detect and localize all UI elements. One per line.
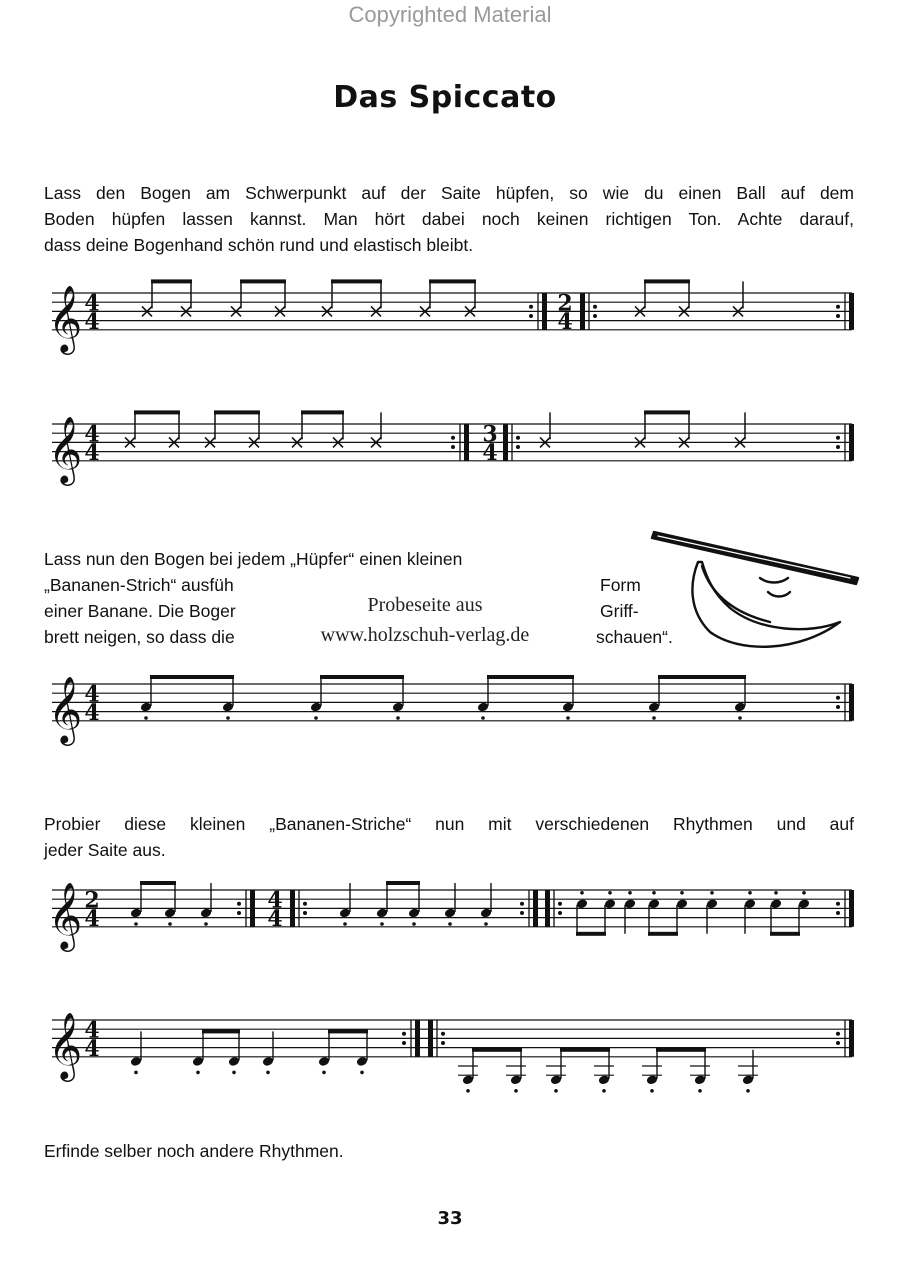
staccato-dot bbox=[580, 891, 584, 895]
thick-bar-line bbox=[849, 1020, 854, 1057]
thick-bar-line bbox=[428, 1020, 433, 1057]
time-signature-denominator: 4 bbox=[267, 905, 283, 932]
beam bbox=[472, 1048, 522, 1052]
beam bbox=[429, 279, 476, 283]
beam bbox=[150, 675, 234, 679]
thick-bar-line bbox=[580, 293, 585, 330]
thick-bar-line bbox=[542, 293, 547, 330]
banana-bow-illustration bbox=[650, 522, 865, 662]
time-signature-numerator: 2 bbox=[84, 887, 100, 914]
repeat-dot bbox=[451, 436, 455, 440]
banana-line: einer Banane. Die Boger bbox=[44, 601, 236, 621]
banana-line: brett neigen, so dass die bbox=[44, 627, 235, 647]
beam bbox=[202, 1029, 240, 1033]
page-number: 33 bbox=[437, 1208, 463, 1229]
beam bbox=[301, 410, 344, 414]
repeat-dot bbox=[237, 911, 241, 915]
staccato-dot bbox=[746, 1089, 750, 1093]
staccato-dot bbox=[266, 1071, 270, 1075]
thick-bar-line bbox=[849, 890, 854, 927]
repeat-dot bbox=[451, 445, 455, 449]
time-signature-denominator: 4 bbox=[84, 699, 100, 726]
repeat-dot bbox=[558, 902, 562, 906]
thick-bar-line bbox=[849, 293, 854, 330]
intro-paragraph bbox=[44, 180, 854, 258]
beam bbox=[658, 675, 746, 679]
staccato-dot bbox=[774, 891, 778, 895]
repeat-dot bbox=[520, 911, 524, 915]
repeat-dot bbox=[836, 705, 840, 709]
staccato-dot bbox=[650, 1089, 654, 1093]
outro-text: Erfinde selber noch andere Rhythmen. bbox=[44, 1141, 344, 1161]
repeat-dot bbox=[836, 902, 840, 906]
staccato-dot bbox=[710, 891, 714, 895]
repeat-dot bbox=[836, 1041, 840, 1045]
repeat-dot bbox=[836, 314, 840, 318]
time-signature-denominator: 4 bbox=[84, 439, 100, 466]
beam bbox=[320, 675, 404, 679]
rhythm-line: jeder Saite aus. bbox=[44, 840, 166, 860]
repeat-dot bbox=[593, 314, 597, 318]
copyright-watermark: Copyrighted Material bbox=[348, 2, 552, 27]
staccato-dot bbox=[204, 922, 208, 926]
repeat-dot bbox=[402, 1041, 406, 1045]
banana-line: „Bananen-Strich“ ausfüh bbox=[44, 575, 234, 595]
time-signature-numerator: 4 bbox=[84, 681, 100, 708]
treble-clef: 𝄞 bbox=[48, 283, 83, 352]
repeat-dot bbox=[836, 445, 840, 449]
beam bbox=[328, 1029, 368, 1033]
music-staff bbox=[0, 253, 900, 383]
repeat-dot bbox=[558, 911, 562, 915]
staccato-dot bbox=[748, 891, 752, 895]
banana-right-line: Form bbox=[600, 575, 641, 595]
staccato-dot bbox=[738, 716, 742, 720]
beam bbox=[770, 932, 800, 936]
staccato-dot bbox=[652, 891, 656, 895]
treble-clef: 𝄞 bbox=[48, 414, 83, 483]
staccato-dot bbox=[168, 922, 172, 926]
time-signature-numerator: 4 bbox=[84, 290, 100, 317]
thick-bar-line bbox=[849, 684, 854, 721]
staccato-dot bbox=[134, 922, 138, 926]
time-signature-numerator: 2 bbox=[557, 290, 573, 317]
repeat-dot bbox=[441, 1041, 445, 1045]
staccato-dot bbox=[680, 891, 684, 895]
staccato-dot bbox=[322, 1071, 326, 1075]
time-signature-numerator: 4 bbox=[267, 887, 283, 914]
intro-line: dass deine Bogenhand schön rund und elastisch bleibt. bbox=[44, 235, 474, 255]
thick-bar-line bbox=[415, 1020, 420, 1057]
staccato-dot bbox=[226, 716, 230, 720]
time-signature-denominator: 4 bbox=[482, 439, 498, 466]
staccato-dot bbox=[481, 716, 485, 720]
repeat-dot bbox=[520, 902, 524, 906]
time-signature-numerator: 4 bbox=[84, 1017, 100, 1044]
staccato-dot bbox=[466, 1089, 470, 1093]
music-staff bbox=[0, 644, 900, 774]
repeat-dot bbox=[303, 911, 307, 915]
beam bbox=[656, 1048, 706, 1052]
staccato-dot bbox=[652, 716, 656, 720]
beam bbox=[214, 410, 260, 414]
staccato-dot bbox=[134, 1071, 138, 1075]
repeat-dot bbox=[441, 1032, 445, 1036]
staccato-dot bbox=[628, 891, 632, 895]
staccato-dot bbox=[196, 1071, 200, 1075]
time-signature-denominator: 4 bbox=[84, 905, 100, 932]
repeat-dot bbox=[836, 911, 840, 915]
beam bbox=[644, 279, 690, 283]
beam bbox=[331, 279, 382, 283]
repeat-dot bbox=[303, 902, 307, 906]
probe-line: www.holzschuh-verlag.de bbox=[320, 624, 530, 646]
repeat-dot bbox=[402, 1032, 406, 1036]
beam bbox=[134, 410, 180, 414]
treble-clef: 𝄞 bbox=[48, 880, 83, 949]
time-signature-denominator: 4 bbox=[84, 308, 100, 335]
beam bbox=[151, 279, 192, 283]
page-title: Das Spiccato bbox=[333, 80, 557, 115]
time-signature-denominator: 4 bbox=[84, 1035, 100, 1062]
thick-bar-line bbox=[545, 890, 550, 927]
treble-clef: 𝄞 bbox=[48, 674, 83, 743]
staccato-dot bbox=[448, 922, 452, 926]
treble-clef: 𝄞 bbox=[48, 1010, 83, 1079]
staccato-dot bbox=[343, 922, 347, 926]
repeat-dot bbox=[516, 436, 520, 440]
thick-bar-line bbox=[503, 424, 508, 461]
repeat-dot bbox=[529, 305, 533, 309]
banana-line: Lass nun den Bogen bei jedem „Hüpfer“ einen kleinen bbox=[44, 549, 463, 569]
repeat-dot bbox=[516, 445, 520, 449]
music-staff bbox=[0, 980, 900, 1110]
staccato-dot bbox=[554, 1089, 558, 1093]
thick-bar-line bbox=[849, 424, 854, 461]
beam bbox=[140, 881, 176, 885]
probe-line: Probeseite aus bbox=[367, 594, 483, 616]
banana-right-line: schauen“. bbox=[596, 627, 673, 647]
staccato-dot bbox=[698, 1089, 702, 1093]
beam bbox=[240, 279, 286, 283]
thick-bar-line bbox=[250, 890, 255, 927]
thick-bar-line bbox=[533, 890, 538, 927]
repeat-dot bbox=[836, 436, 840, 440]
repeat-dot bbox=[593, 305, 597, 309]
repeat-dot bbox=[836, 1032, 840, 1036]
beam bbox=[487, 675, 574, 679]
intro-line: Boden hüpfen lassen kannst. Man hört dabei noch keinen richtigen Ton. Achte darauf, bbox=[44, 209, 854, 229]
staccato-dot bbox=[360, 1071, 364, 1075]
staccato-dot bbox=[314, 716, 318, 720]
time-signature-numerator: 3 bbox=[482, 421, 498, 448]
beam bbox=[644, 410, 690, 414]
staccato-dot bbox=[602, 1089, 606, 1093]
staccato-dot bbox=[380, 922, 384, 926]
banana-right-line: Griff- bbox=[600, 601, 639, 621]
staccato-dot bbox=[608, 891, 612, 895]
repeat-dot bbox=[237, 902, 241, 906]
staccato-dot bbox=[396, 716, 400, 720]
beam bbox=[560, 1048, 610, 1052]
staccato-dot bbox=[566, 716, 570, 720]
time-signature-denominator: 4 bbox=[557, 308, 573, 335]
staccato-dot bbox=[514, 1089, 518, 1093]
intro-line: Lass den Bogen am Schwerpunkt auf der Saite hüpfen, so wie du einen Ball auf dem bbox=[44, 183, 854, 203]
probe-watermark bbox=[290, 590, 560, 650]
staccato-dot bbox=[802, 891, 806, 895]
repeat-dot bbox=[836, 305, 840, 309]
staccato-dot bbox=[144, 716, 148, 720]
rhythm-line: Probier diese kleinen „Bananen-Striche“ nun mit verschiedenen Rhythmen und auf bbox=[44, 814, 854, 834]
beam bbox=[576, 932, 606, 936]
thick-bar-line bbox=[464, 424, 469, 461]
repeat-dot bbox=[836, 696, 840, 700]
staccato-dot bbox=[232, 1071, 236, 1075]
staccato-dot bbox=[484, 922, 488, 926]
time-signature-numerator: 4 bbox=[84, 421, 100, 448]
staccato-dot bbox=[412, 922, 416, 926]
repeat-dot bbox=[529, 314, 533, 318]
music-staff bbox=[0, 384, 900, 514]
music-staff bbox=[0, 850, 900, 980]
beam bbox=[648, 932, 678, 936]
beam bbox=[386, 881, 420, 885]
thick-bar-line bbox=[290, 890, 295, 927]
